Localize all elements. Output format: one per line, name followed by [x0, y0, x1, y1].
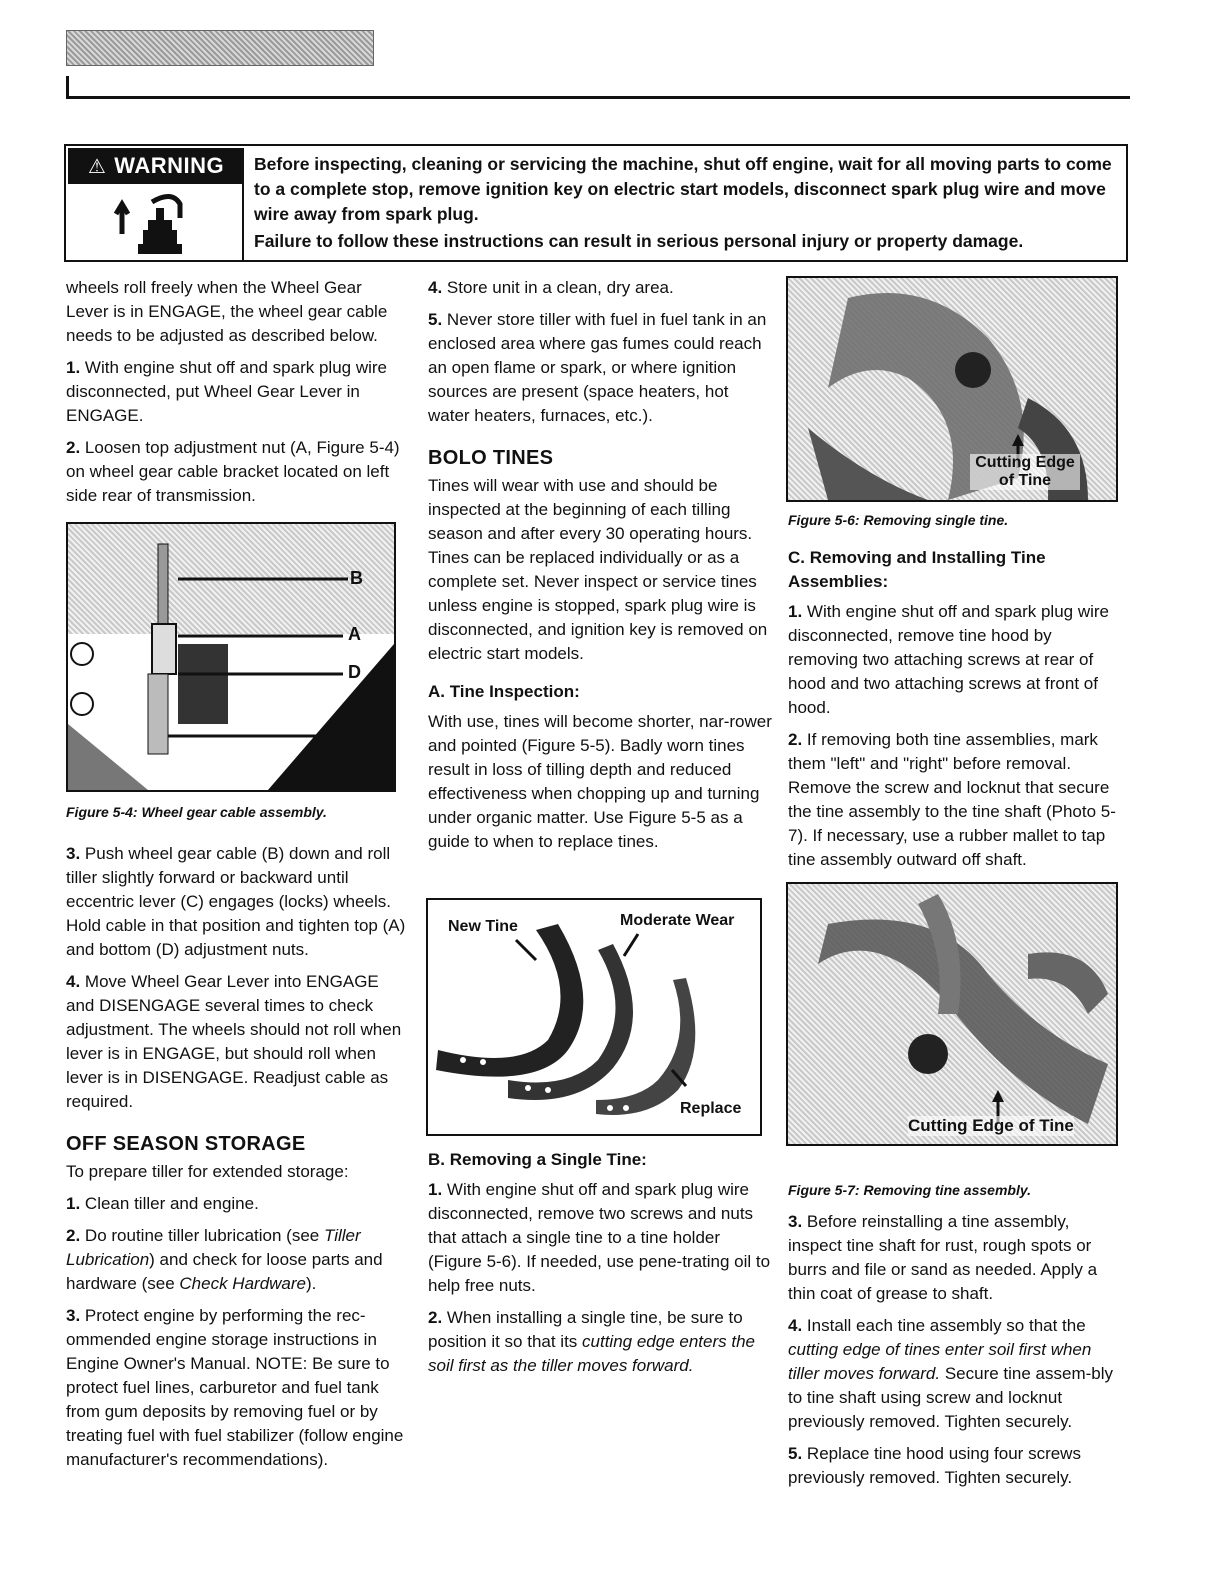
- step-text: Loosen top adjustment nut (A, Figure 5-4) on wheel gear cable bracket located on left side rear of transmission.: [66, 438, 400, 505]
- bolo-tines-heading: BOLO TINES: [428, 447, 554, 469]
- step-text: ) and check for loose parts and hardware (see: [66, 1250, 383, 1293]
- step-text: ).: [306, 1274, 317, 1293]
- off-season-storage-heading: OFF SEASON STORAGE: [66, 1133, 306, 1155]
- warning-instructions: Before inspecting, cleaning or servicing the machine, shut off engine, wait for all moving parts to come to a complete stop, remove ignition key on electric start models, disconnect spark plug wire and move wire away from spark plug.: [254, 154, 1112, 224]
- single-tine-step-2: [428, 1306, 772, 1378]
- figure-5-4-wheel-gear-cable: [66, 522, 396, 792]
- step-text: Secure tine assem-bly to tine shaft using screw and locknut previously removed. Tighten securely.: [788, 1364, 1114, 1431]
- label-b: B: [350, 568, 363, 588]
- step-text: If removing both tine assemblies, mark them "left" and "right" before removal. Remove the screw and locknut that secure the tine assembly to the tine shaft (Photo 5-7). If necessary, use a rubber mallet to tap tine assembly outward off shaft.: [788, 730, 1116, 869]
- warning-label: [68, 148, 244, 184]
- step-number: 2.: [66, 1226, 81, 1245]
- wheel-gear-intro: wheels roll freely when the Wheel Gear Lever is in ENGAGE, the wheel gear cable needs to be adjusted as described below.: [66, 278, 388, 345]
- figure-5-6-caption: Figure 5-6: Removing single tine.: [788, 512, 1009, 528]
- removing-single-tine-heading: B. Removing a Single Tine:: [428, 1150, 647, 1169]
- step-number: 5.: [428, 310, 443, 329]
- cutting-edge-label: Cutting Edge of Tine: [970, 454, 1080, 490]
- assembly-step-3: [788, 1210, 1124, 1306]
- assembly-step-1: [788, 600, 1124, 720]
- step-text: Replace tine hood using four screws previously removed. Tighten securely.: [788, 1444, 1081, 1487]
- step-emphasis: cutting edge enters the soil first as the tiller moves forward.: [428, 1332, 755, 1375]
- step-4: [66, 970, 406, 1114]
- assembly-step-2: [788, 728, 1124, 872]
- step-text: Install each tine assembly so that the: [806, 1316, 1086, 1335]
- cutting-edge-label: Cutting Edge of Tine: [908, 1116, 1074, 1135]
- header-band: [66, 30, 374, 66]
- step-text: Clean tiller and engine.: [84, 1194, 259, 1213]
- step-number: 1.: [428, 1180, 443, 1199]
- step-number: 1.: [66, 1194, 81, 1213]
- step-text: Do routine tiller lubrication (see: [84, 1226, 324, 1245]
- warning-consequence: Failure to follow these instructions can result in serious personal injury or property damage.: [254, 231, 1024, 251]
- step-text: When installing a single tine, be sure to position it so that its: [428, 1308, 743, 1351]
- step-text: Protect engine by performing the rec-ommended engine storage instructions in Engine Owner's Manual. NOTE: Be sure to protect fuel lines, carburetor and fuel tank from gum deposits by removing fuel or by treating fuel with fuel stabilizer (follow engine manufacturer's recommendations).: [66, 1306, 404, 1469]
- step-emphasis: cutting edge of tines enter soil first when tiller moves forward.: [788, 1340, 1092, 1383]
- bolo-tines-text: Tines will wear with use and should be inspected at the beginning of each tilling season and after every 30 operating hours. Tines can be replaced individually or as a complete set. Never inspect or service tines unless engine is stopped, spark plug wire is disconnected, and ignition key is removed on electric start models.: [428, 476, 768, 663]
- figure-5-5-tine-wear: [426, 898, 762, 1136]
- storage-step-2: [66, 1224, 406, 1296]
- label-d: D: [348, 662, 361, 682]
- tine-inspection-text: With use, tines will become shorter, nar-rower and pointed (Figure 5-5). Badly worn tines result in loss of tilling depth and reduced effectiveness when chopping up and turning under organic matter. Use Figure 5-5 as a guide to when to replace tines.: [428, 712, 772, 851]
- figure-5-4-caption: Figure 5-4: Wheel gear cable assembly.: [66, 804, 327, 820]
- column-1: [66, 276, 406, 1480]
- step-number: 1.: [66, 358, 81, 377]
- figure-5-7-tine-assembly-photo: [786, 882, 1118, 1146]
- warning-icon-box: [68, 184, 244, 260]
- step-text: With engine shut off and spark plug wire disconnected, remove tine hood by removing two attaching screws at rear of hood and two attaching screws at front of hood.: [788, 602, 1110, 717]
- step-1: [66, 356, 406, 428]
- step-number: 4.: [428, 278, 443, 297]
- step-text: Before reinstalling a tine assembly, inspect tine shaft for rust, rough spots or burrs and file or sand as needed. Apply a thin coat of grease to shaft.: [788, 1212, 1098, 1303]
- step-text: Move Wheel Gear Lever into ENGAGE and DISENGAGE several times to check adjustment. The wheels should not roll when lever is in ENGAGE, but should roll when lever is in DISENGAGE. Readjust cable as required.: [66, 972, 402, 1111]
- tine-inspection-heading: A. Tine Inspection:: [428, 682, 580, 701]
- header-rule: [66, 96, 1130, 99]
- label-a: A: [348, 624, 361, 644]
- step-3: [66, 842, 406, 962]
- step-number: 3.: [788, 1212, 803, 1231]
- storage-step-4: [428, 276, 772, 300]
- step-text: With engine shut off and spark plug wire disconnected, put Wheel Gear Lever in ENGAGE.: [66, 358, 388, 425]
- warning-triangle-icon: ⚠: [87, 155, 107, 178]
- replace-label: Replace: [680, 1100, 742, 1117]
- label-c: C: [326, 724, 339, 744]
- step-number: 2.: [66, 438, 81, 457]
- storage-step-5: [428, 308, 772, 428]
- figure-5-7-caption: Figure 5-7: Removing tine assembly.: [788, 1182, 1031, 1198]
- step-number: 3.: [66, 844, 81, 863]
- step-text: Store unit in a clean, dry area.: [446, 278, 674, 297]
- warning-label-text: WARNING: [114, 153, 225, 178]
- column-2: [428, 276, 772, 1386]
- spark-plug-disconnect-icon: [68, 184, 238, 258]
- step-number: 2.: [788, 730, 803, 749]
- moderate-wear-label: Moderate Wear: [620, 912, 735, 929]
- warning-box: [64, 144, 1128, 262]
- assembly-step-5: [788, 1442, 1124, 1490]
- removing-installing-heading: C. Removing and Installing Tine Assemblies:: [788, 548, 1046, 591]
- step-number: 2.: [428, 1308, 443, 1327]
- step-number: 5.: [788, 1444, 803, 1463]
- wheel-gear-cable-illustration: [68, 524, 394, 790]
- storage-step-3: [66, 1304, 406, 1472]
- step-text: With engine shut off and spark plug wire disconnected, remove two screws and nuts that attach a single tine to a tine holder (Figure 5-6). If needed, use pene-trating oil to help free nuts.: [428, 1180, 771, 1295]
- step-number: 3.: [66, 1306, 81, 1325]
- step-number: 4.: [66, 972, 81, 991]
- step-number: 1.: [788, 602, 803, 621]
- header-tick: [66, 76, 69, 98]
- tine-assembly-photo: [788, 884, 1116, 1144]
- new-tine-label: New Tine: [448, 918, 518, 935]
- warning-text: [254, 152, 1124, 254]
- storage-step-1: [66, 1192, 406, 1216]
- step-text: Never store tiller with fuel in fuel tank in an enclosed area where gas fumes could reach an open flame or spark, or where ignition sources are present (space heaters, hot water heaters, furnaces, etc.).: [428, 310, 767, 425]
- step-number: 4.: [788, 1316, 803, 1335]
- single-tine-step-1: [428, 1178, 772, 1298]
- tiller-lubrication-ref: Tiller Lubrication: [66, 1226, 361, 1269]
- storage-intro: To prepare tiller for extended storage:: [66, 1162, 349, 1181]
- assembly-step-4: [788, 1314, 1124, 1434]
- step-2: [66, 436, 406, 508]
- step-text: Push wheel gear cable (B) down and roll tiller slightly forward or backward until eccentric lever (C) engages (locks) wheels. Hold cable in that position and tighten top (A) and bottom (D) adjustment nuts.: [66, 844, 406, 959]
- check-hardware-ref: Check Hardware: [179, 1274, 306, 1293]
- figure-5-6-single-tine-photo: [786, 276, 1118, 502]
